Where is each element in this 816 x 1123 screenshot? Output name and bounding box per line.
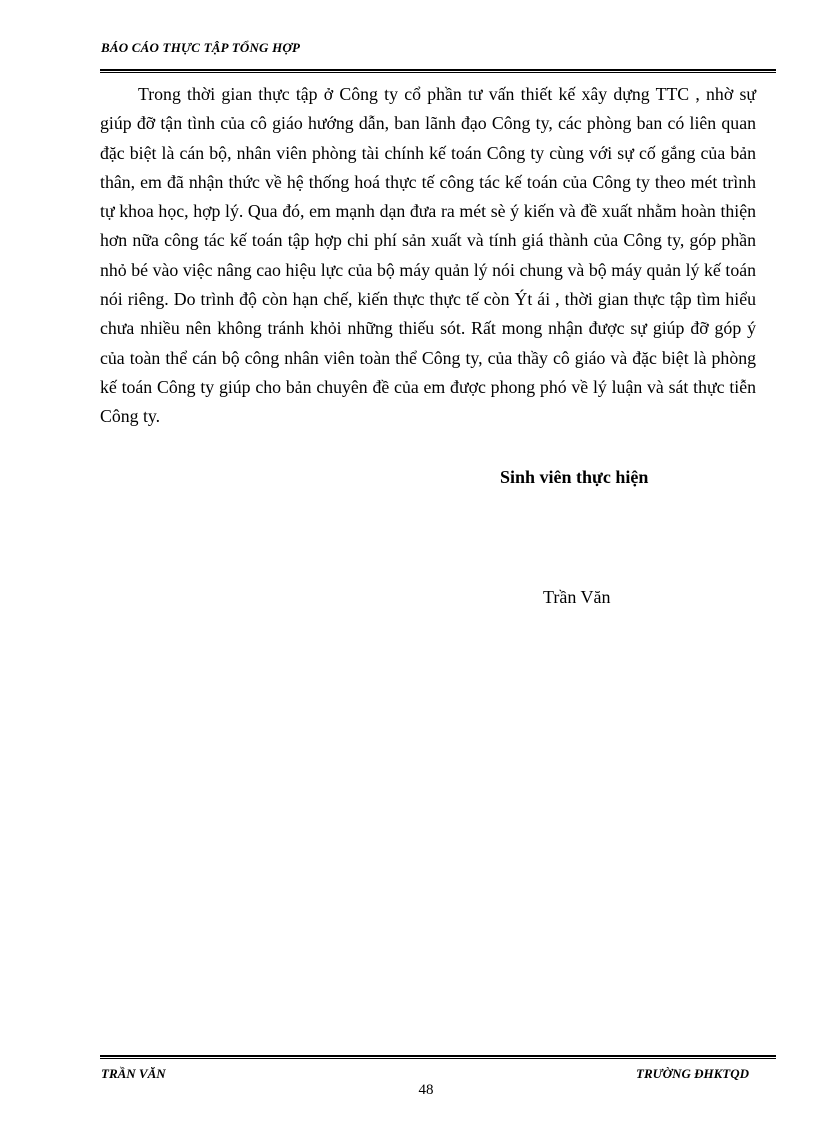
body-paragraph: Trong thời gian thực tập ở Công ty cổ phần tư vấn thiết kế xây dựng TTC , nhờ sự giúp đỡ tận tình của cô giáo hướng dẫn, ban lãnh đạo Công ty, các phòng ban có liên quan đặc biệt là cán bộ, nhân viên phòng tài chính kế toán Công ty cùng với sự cố gắng của bản thân, em đã nhận thức về hệ thống hoá thực tế công tác kế toán của Công ty theo mét trình tự khoa học, hợp lý. Qua đó, em mạnh dạn đưa ra mét sè ý kiến và đề xuất nhằm hoàn thiện hơn nữa công tác kế toán tập hợp chi phí sản xuất và tính giá thành của Công ty, góp phần nhỏ bé vào việc nâng cao hiệu lực của bộ máy quản lý nói chung và bộ máy quản lý kế toán nói riêng. Do trình độ còn hạn chế, kiến thực thực tế còn Ýt ái , thời gian thực tập tìm hiểu chưa nhiều nên không tránh khỏi những thiếu sót. Rất mong nhận được sự giúp đỡ góp ý của toàn thể cán bộ công nhân viên toàn thể Công ty, của thầy cô giáo và đặc biệt là phòng kế toán Công ty giúp cho bản chuyên đề của em được phong phó về lý luận và sát thực tiễn Công ty. — [100, 84, 756, 427]
footer-author: TRẦN VĂN — [101, 1066, 166, 1081]
footer-divider — [100, 1055, 776, 1059]
page-number: 48 — [418, 1082, 434, 1098]
header-divider — [100, 69, 776, 73]
footer-school: TRƯỜNG ĐHKTQD — [636, 1066, 749, 1081]
signature-title: Sinh viên thực hiện — [500, 467, 649, 487]
signature-name: Trần Văn — [543, 587, 611, 607]
header-title: BÁO CÁO THỰC TẬP TỔNG HỢP — [101, 40, 301, 55]
